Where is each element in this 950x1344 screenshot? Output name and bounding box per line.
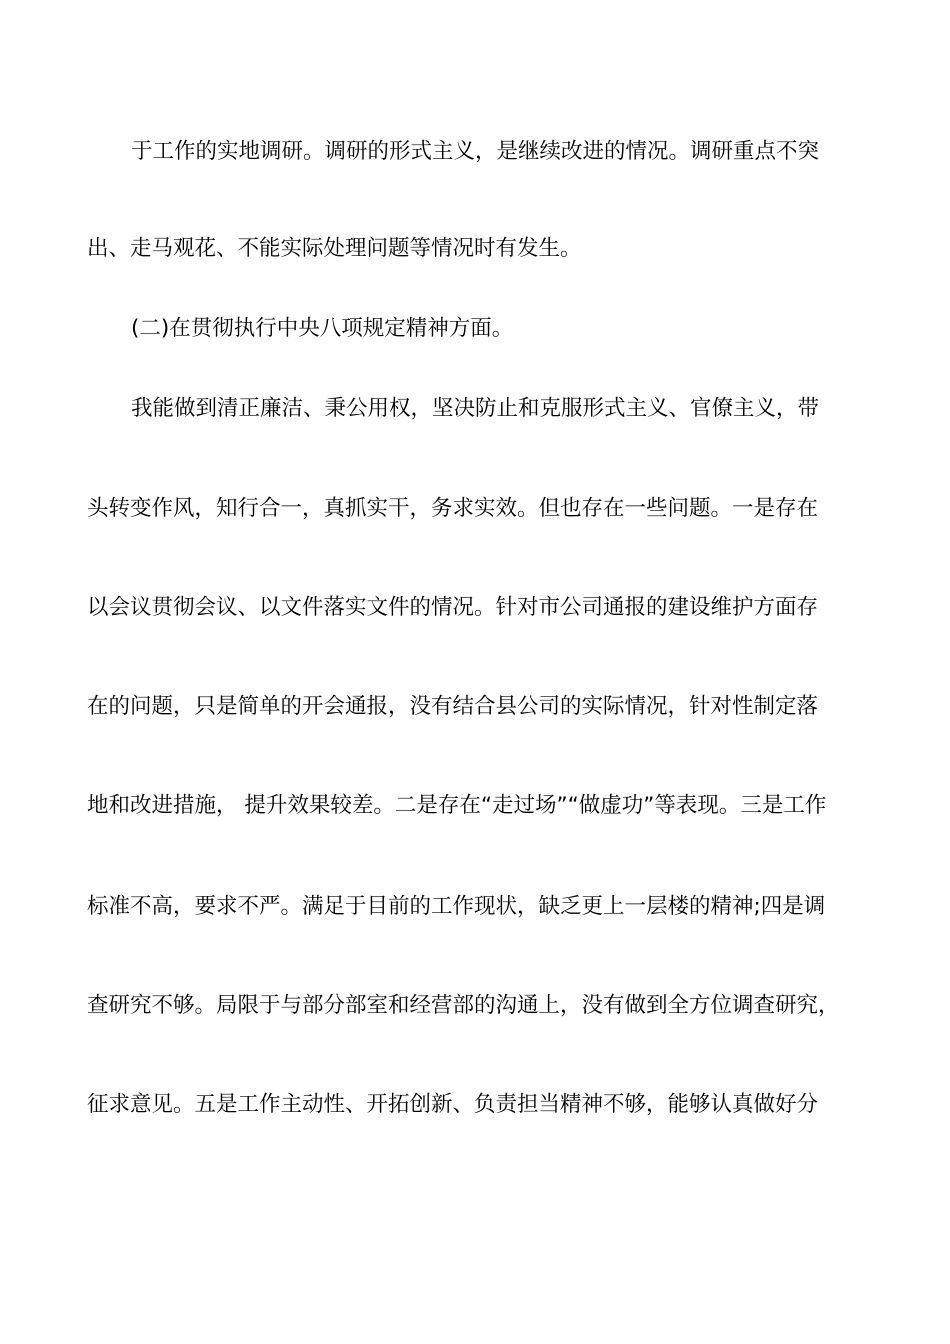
paragraph-line-2: 出、走马观花、不能实际处理问题等情况时有发生。 <box>87 236 582 261</box>
paragraph-line-8: 标准不高，要求不严。满足于目前的工作现状，缺乏更上一层楼的精神;四是调 <box>87 894 826 919</box>
paragraph-line-3: 我能做到清正廉洁、秉公用权，坚决防止和克服形式主义、官僚主义，带 <box>131 396 820 421</box>
paragraph-line-4: 头转变作风，知行合一，真抓实干，务求实效。但也存在一些问题。一是存在 <box>87 496 819 521</box>
section-heading: (二)在贯彻执行中央八项规定精神方面。 <box>131 316 514 341</box>
paragraph-line-10: 征求意见。五是工作主动性、开拓创新、负责担当精神不够，能够认真做好分 <box>87 1092 819 1117</box>
paragraph-line-5: 以会议贯彻会议、以文件落实文件的情况。针对市公司通报的建设维护方面存 <box>87 595 819 620</box>
paragraph-line-6: 在的问题，只是简单的开会通报，没有结合县公司的实际情况，针对性制定落 <box>87 694 819 719</box>
paragraph-line-7: 地和改进措施， 提升效果较差。二是存在“走过场”“做虚功”等表现。三是工作 <box>87 793 827 818</box>
paragraph-line-9: 查研究不够。局限于与部分部室和经营部的沟通上，没有做到全方位调查研究， <box>87 993 840 1018</box>
paragraph-line-1: 于工作的实地调研。调研的形式主义，是继续改进的情况。调研重点不突 <box>131 139 820 164</box>
